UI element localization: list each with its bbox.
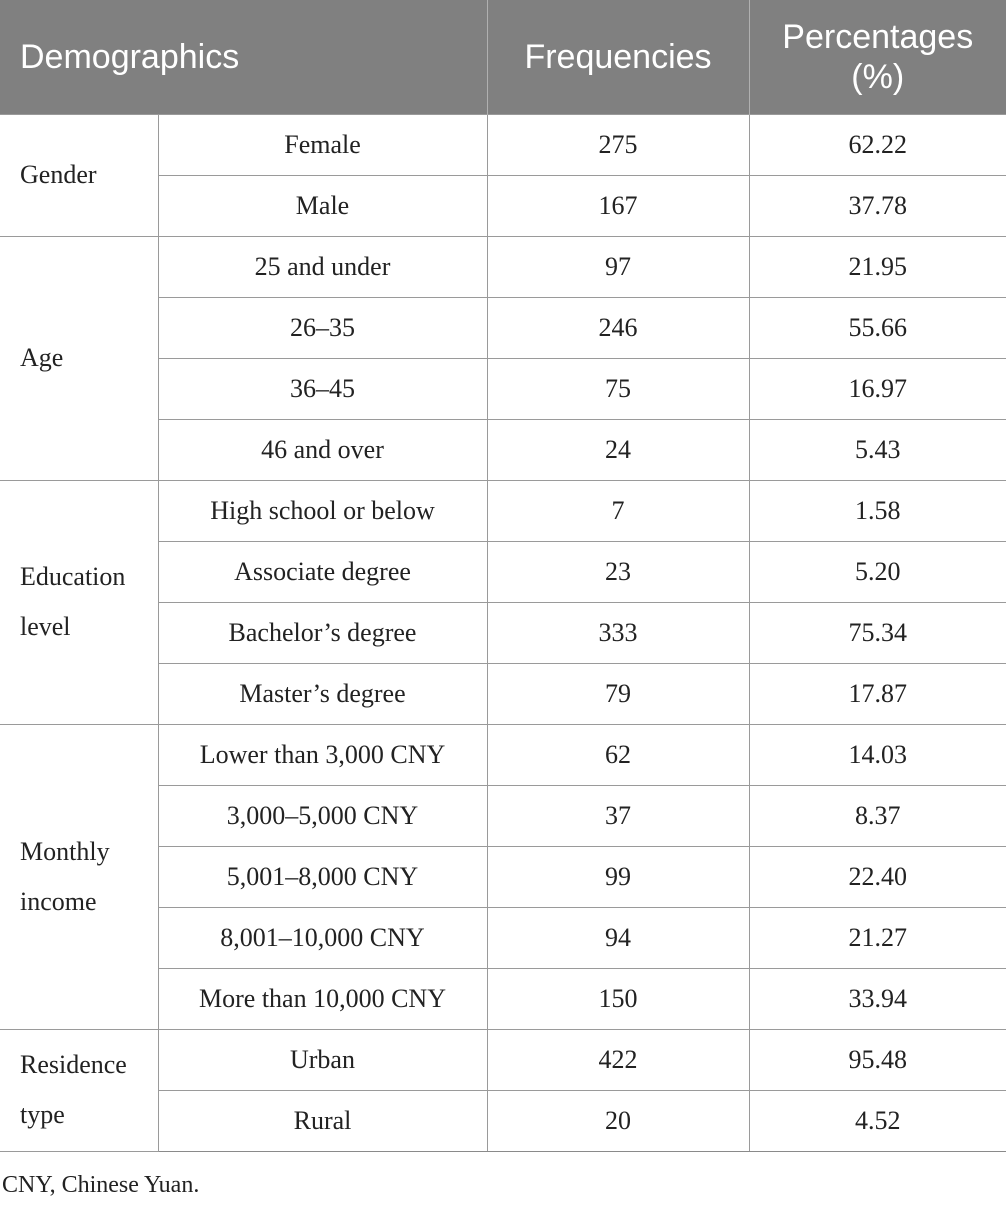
category-cell: 5,001–8,000 CNY [158,846,487,907]
percentage-cell: 22.40 [749,846,1006,907]
category-cell: 3,000–5,000 CNY [158,785,487,846]
header-demographics: Demographics [0,0,487,114]
group-label: Education level [0,480,158,724]
percentage-cell: 37.78 [749,175,1006,236]
frequency-cell: 246 [487,297,749,358]
percentage-cell: 4.52 [749,1090,1006,1151]
percentage-cell: 21.27 [749,907,1006,968]
frequency-cell: 94 [487,907,749,968]
frequency-cell: 97 [487,236,749,297]
percentage-cell: 62.22 [749,114,1006,175]
frequency-cell: 23 [487,541,749,602]
percentage-cell: 14.03 [749,724,1006,785]
percentage-cell: 55.66 [749,297,1006,358]
group-label: Gender [0,114,158,236]
frequency-cell: 167 [487,175,749,236]
frequency-cell: 79 [487,663,749,724]
table-row [0,724,1006,785]
category-cell: 26–35 [158,297,487,358]
frequency-cell: 20 [487,1090,749,1151]
category-cell: Bachelor’s degree [158,602,487,663]
category-cell: High school or below [158,480,487,541]
category-cell: 25 and under [158,236,487,297]
category-cell: Master’s degree [158,663,487,724]
percentage-cell: 17.87 [749,663,1006,724]
table-row [0,480,1006,541]
table-footnote: CNY, Chinese Yuan. [2,1172,200,1198]
group-label: Residence type [0,1029,158,1151]
frequency-cell: 422 [487,1029,749,1090]
frequency-cell: 150 [487,968,749,1029]
table-row [0,1029,1006,1090]
header-percentages: Percentages (%) [749,0,1006,114]
percentage-cell: 16.97 [749,358,1006,419]
category-cell: Rural [158,1090,487,1151]
group-label: Monthly income [0,724,158,1029]
percentage-cell: 95.48 [749,1029,1006,1090]
percentage-cell: 1.58 [749,480,1006,541]
frequency-cell: 7 [487,480,749,541]
table-row [0,236,1006,297]
frequency-cell: 99 [487,846,749,907]
frequency-cell: 275 [487,114,749,175]
frequency-cell: 62 [487,724,749,785]
group-label: Age [0,236,158,480]
table-row [0,114,1006,175]
header-frequencies: Frequencies [487,0,749,114]
category-cell: 46 and over [158,419,487,480]
percentage-cell: 75.34 [749,602,1006,663]
table-header [0,0,1006,114]
frequency-cell: 75 [487,358,749,419]
frequency-cell: 37 [487,785,749,846]
category-cell: 8,001–10,000 CNY [158,907,487,968]
percentage-cell: 8.37 [749,785,1006,846]
percentage-cell: 21.95 [749,236,1006,297]
frequency-cell: 333 [487,602,749,663]
percentage-cell: 5.20 [749,541,1006,602]
category-cell: 36–45 [158,358,487,419]
table-body [0,114,1006,1151]
category-cell: More than 10,000 CNY [158,968,487,1029]
percentage-cell: 33.94 [749,968,1006,1029]
percentage-cell: 5.43 [749,419,1006,480]
category-cell: Urban [158,1029,487,1090]
category-cell: Lower than 3,000 CNY [158,724,487,785]
category-cell: Associate degree [158,541,487,602]
frequency-cell: 24 [487,419,749,480]
category-cell: Female [158,114,487,175]
category-cell: Male [158,175,487,236]
